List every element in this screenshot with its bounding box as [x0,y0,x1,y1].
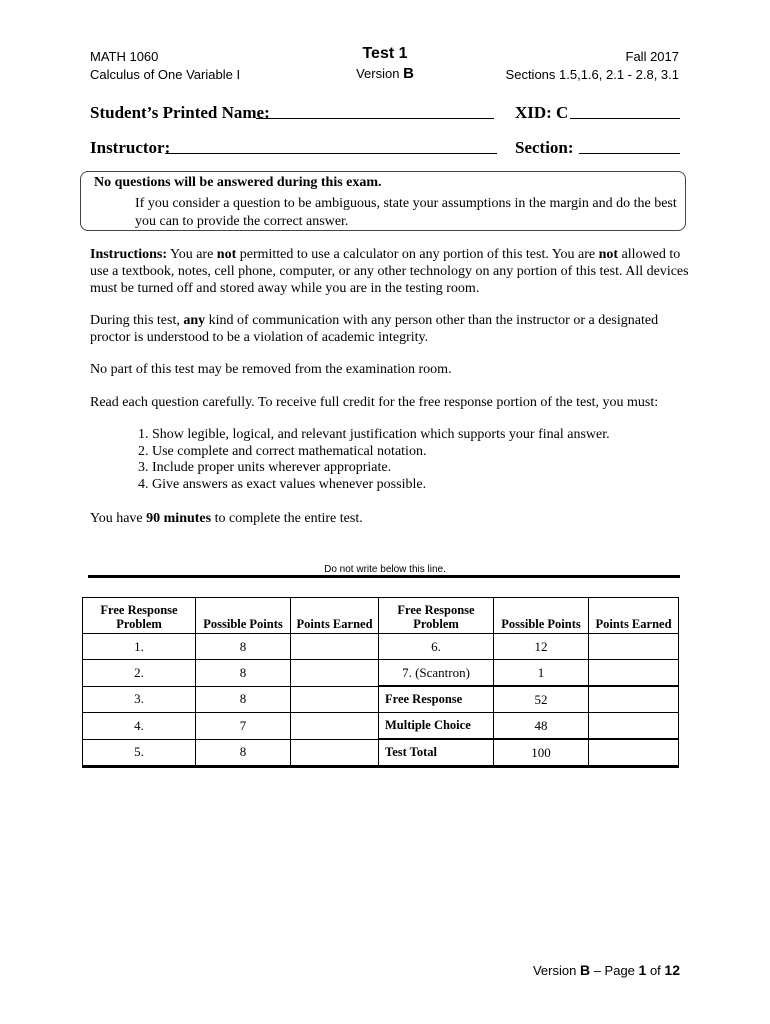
page-footer [533,962,680,978]
table-row [83,713,679,740]
table-row [83,686,679,713]
possible-points-cell: 100 [494,739,589,767]
score-table [82,597,679,768]
instr-text: allowed to use a textbook, notes, cell phone, computer, or any other technology on any portion of this test. All devices must be turned off and stored away while you are in the testing room. [90,247,689,296]
points-earned-cell[interactable] [291,713,379,740]
section-field[interactable] [579,153,680,154]
summary-label-cell: Multiple Choice [379,713,494,740]
points-earned-cell[interactable] [291,660,379,687]
table-row [83,660,679,687]
points-earned-cell[interactable] [589,739,679,767]
possible-points-cell: 8 [196,739,291,767]
points-earned-cell[interactable] [291,634,379,660]
footer-of: of [649,963,661,978]
instructor-label: Instructor: [90,138,171,157]
divider-note: Do not write below this line. [324,564,446,575]
points-earned-cell[interactable] [589,686,679,713]
possible-points-cell: 12 [494,634,589,660]
xid-prefix: C [556,103,569,122]
requirements-list [90,427,690,493]
problem-cell: 6. [379,634,494,660]
divider-line [88,575,680,578]
version-prefix: Version [356,66,400,81]
test-title: Test 1 [362,45,408,62]
problem-cell: 4. [83,713,196,740]
table-row [83,739,679,767]
possible-points-cell: 8 [196,634,291,660]
term: Fall 2017 [625,49,679,64]
col-header: Points Earned [589,598,679,634]
notice-heading: No questions will be answered during this exam. [94,175,382,190]
time-text: You have [90,511,147,526]
version-letter: B [403,65,414,82]
col-header: Possible Points [494,598,589,634]
possible-points-cell: 8 [196,660,291,687]
points-earned-cell[interactable] [589,713,679,740]
instr-text: permitted to use a calculator on any portion of this test. You are [236,247,599,262]
problem-cell: 7. (Scantron) [379,660,494,687]
course-name: Calculus of One Variable I [90,67,241,82]
possible-points-cell: 7 [196,713,291,740]
problem-cell: 2. [83,660,196,687]
footer-version-letter: B [579,962,591,978]
comm-emph: any [183,313,206,328]
problem-cell: 5. [83,739,196,767]
communication-paragraph [90,312,690,346]
problem-cell: 3. [83,686,196,713]
read-carefully-paragraph: Read each question carefully. To receive full credit for the free response portion of the test, you must: [90,395,659,410]
col-header: Points Earned [291,598,379,634]
requirement-item: 1. Show legible, logical, and relevant justification which supports your final answer. [152,427,690,444]
problem-cell: 1. [83,634,196,660]
course-code: MATH 1060 [90,49,159,64]
requirement-item: 4. Give answers as exact values whenever possible. [152,477,690,494]
points-earned-cell[interactable] [589,660,679,687]
possible-points-cell: 48 [494,713,589,740]
summary-label-cell: Free Response [379,686,494,713]
time-text: to complete the entire test. [211,511,363,526]
section-label: Section: [515,138,574,157]
possible-points-cell: 1 [494,660,589,687]
comm-text: During this test, [90,313,184,328]
xid-field[interactable] [570,118,680,119]
col-header: Free Response Problem [83,598,196,634]
notice-body: If you consider a question to be ambiguous, state your assumptions in the margin and do the best you can to provide the correct answer. [135,196,677,229]
sections-covered: Sections 1.5,1.6, 2.1 - 2.8, 3.1 [505,67,679,82]
points-earned-cell[interactable] [291,739,379,767]
removal-paragraph: No part of this test may be removed from the examination room. [90,362,452,377]
possible-points-cell: 8 [196,686,291,713]
col-header: Free Response Problem [379,598,494,634]
student-name-label: Student’s Printed Name: [90,103,270,122]
footer-page-total: 12 [664,962,680,978]
time-limit: 90 minutes [146,511,212,526]
points-earned-cell[interactable] [291,686,379,713]
requirement-item: 2. Use complete and correct mathematical notation. [152,444,690,461]
instr-text: You are [167,247,217,262]
footer-page-sep: – Page [593,963,635,978]
points-earned-cell[interactable] [589,634,679,660]
xid-label: XID: [515,103,552,122]
instructions-label: Instructions: [90,247,168,262]
instr-emph: not [598,247,619,262]
footer-version-prefix: Version [532,963,577,978]
instructions-paragraph [90,246,690,297]
possible-points-cell: 52 [494,686,589,713]
student-name-field[interactable] [256,118,494,119]
footer-page-number: 1 [638,962,647,978]
time-paragraph [90,510,690,527]
score-table-header [83,598,679,634]
col-header: Possible Points [196,598,291,634]
instructor-field[interactable] [165,153,497,154]
summary-label-cell: Test Total [379,739,494,767]
comm-text: kind of communication with any person other than the instructor or a designated proctor is understood to be a violation of academic integrity. [90,313,659,345]
requirement-item: 3. Include proper units wherever appropriate. [152,460,690,477]
instr-emph: not [216,247,237,262]
table-row [83,634,679,660]
